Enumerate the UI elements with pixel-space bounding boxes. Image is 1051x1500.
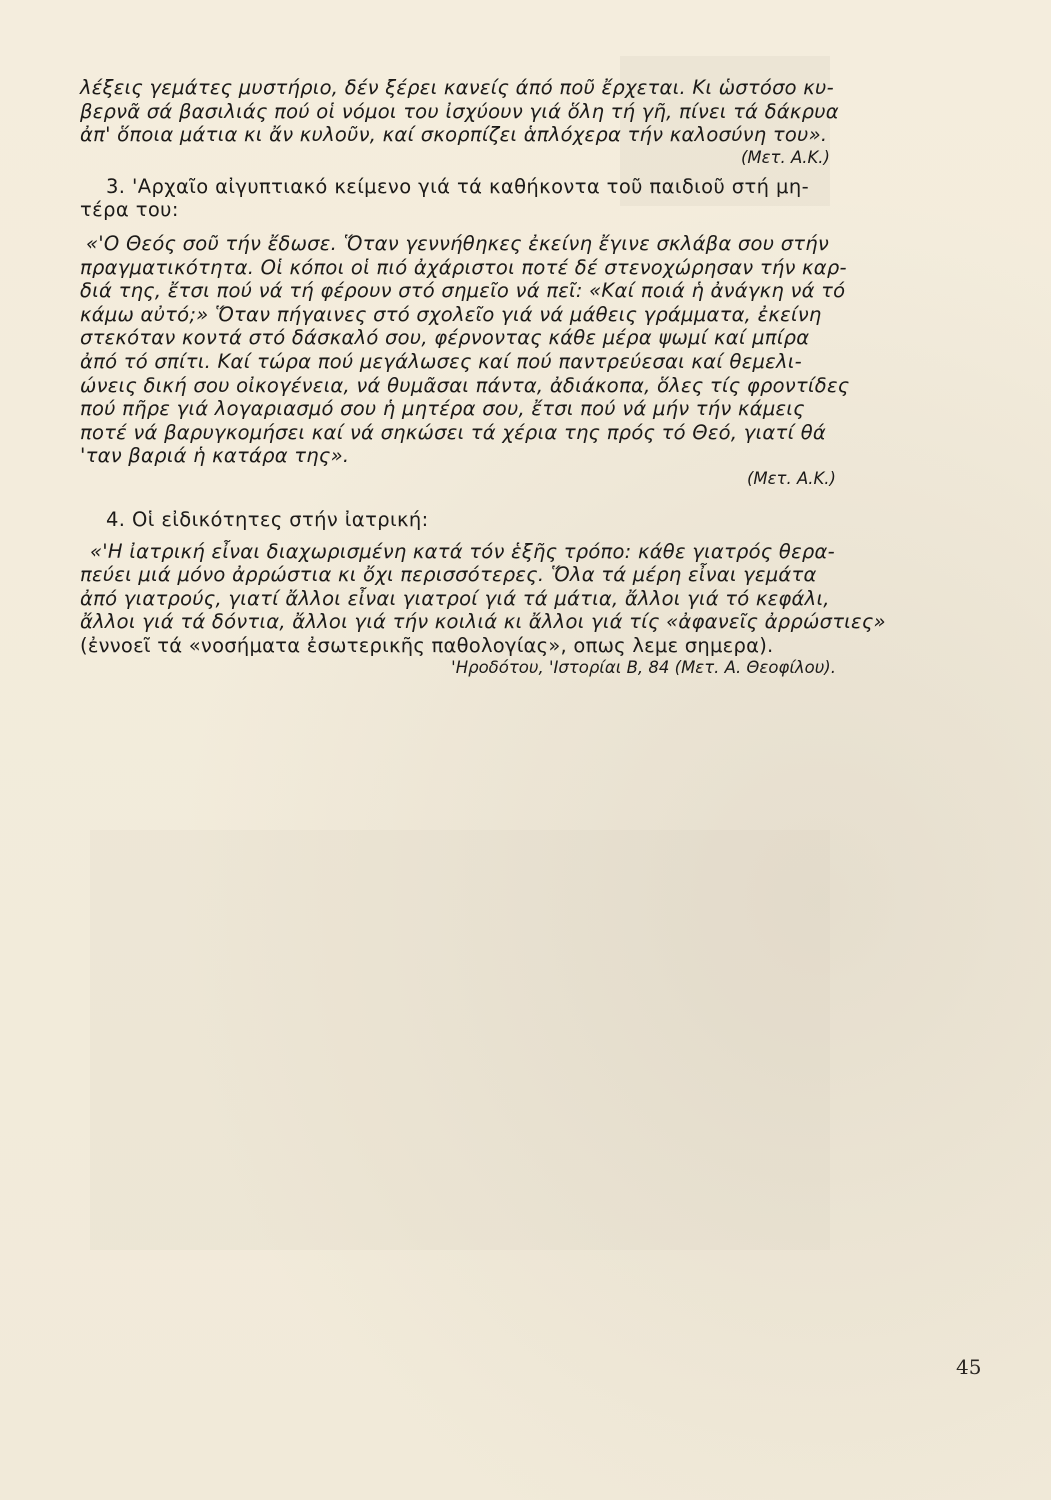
text-line: ἄλλοι γιά τά δόντια, ἄλλοι γιά τήν κοιλιά κι ἄλλοι γιά τίς «ἀφανεῖς ἀρρώστιες» <box>80 610 886 634</box>
text-line: στεκόταν κοντά στό δάσκαλό σου, φέρνοντας κάθε μέρα ψωμί καί μπίρα <box>80 326 810 350</box>
section-heading: 3. 'Αρχαῖο αἰγυπτιακό κείμενο γιά τά καθήκοντα τοῦ παιδιοῦ στή μη- <box>106 174 810 198</box>
section-4 <box>80 507 886 680</box>
show-through-shadow <box>90 830 830 1250</box>
text-line: λέξεις γεμάτες μυστήριο, δέν ξέρει κανείς άπό ποῦ ἔρχεται. Κι ὡστόσο κυ- <box>80 76 834 99</box>
text-line: πραγματικότητα. Οἱ κόποι οἱ πιό ἀχάριστοι ποτέ δέ στενοχώρησαν τήν καρ- <box>80 255 847 279</box>
intro-passage <box>80 76 840 169</box>
translator-attribution: (Μετ. Α.Κ.) <box>746 468 836 488</box>
section-heading: τέρα του: <box>80 198 179 222</box>
text-line: 'ταν βαριά ἡ κατάρα της». <box>80 444 350 468</box>
source-attribution: 'Ηροδότου, 'Ιστορίαι Β, 84 (Μετ. Α. Θεοφίλου). <box>451 658 836 678</box>
text-line: βερνᾶ σά βασιλιάς πού οἱ νόμοι του ἰσχύουν γιά ὅλη τή γῆ, πίνει τά δάκρυα <box>80 99 839 123</box>
text-line: «'Ο Θεός σοῦ τήν ἔδωσε. Ὅταν γεννήθηκες ἐκείνη ἔγινε σκλάβα σου στήν <box>86 231 830 255</box>
text-line: πεύει μιά μόνο ἀρρώστια κι ὄχι περισσότερες. Ὅλα τά μέρη εἶναι γεμάτα <box>80 563 817 587</box>
text-line: διά της, ἔτσι πού νά τή φέρουν στό σημεῖο νά πεῖ: «Καί ποιά ἡ ἀνάγκη νά τό <box>80 279 846 303</box>
text-line: ἀπ' ὅποια μάτια κι ἄν κυλοῦν, καί σκορπίζει ἁπλόχερα τήν καλοσύνη του». <box>80 123 828 147</box>
page-number: 45 <box>956 1355 982 1379</box>
text-line: ώνεις δική σου οἰκογένεια, νά θυμᾶσαι πάντα, ἀδιάκοπα, ὅλες τίς φροντίδες <box>80 373 850 397</box>
text-line: πού πῆρε γιά λογαριασμό σου ἡ μητέρα σου, ἔτσι πού νά μήν τήν κάμεις <box>80 397 805 421</box>
text-body <box>80 76 886 679</box>
translator-attribution: (Μετ. Α.Κ.) <box>740 147 830 167</box>
text-line: «'Η ἰατρική εἶναι διαχωρισμένη κατά τόν ἑξῆς τρόπο: κάθε γιατρός θερα- <box>90 539 835 563</box>
text-line: ποτέ νά βαρυγκομήσει καί νά σηκώσει τά χέρια της πρός τό Θεό, γιατί θά <box>80 420 827 444</box>
text-line: (ἐννοεῖ τά «νοσήματα ἐσωτερικῆς παθολογίας», οπως λεμε σημερα). <box>80 633 774 657</box>
section-3 <box>80 174 850 490</box>
text-line: ἀπό γιατρούς, γιατί ἄλλοι εἶναι γιατροί γιά τά μάτια, ἄλλοι γιά τό κεφάλι, <box>80 586 830 610</box>
text-line: κάμω αὐτό;» Ὅταν πήγαινες στό σχολεῖο γιά νά μάθεις γράμματα, ἐκείνη <box>80 302 822 326</box>
text-line: ἀπό τό σπίτι. Καί τώρα πού μεγάλωσες καί πού παντρεύεσαι καί θεμελι- <box>80 349 802 373</box>
section-heading: 4. Οἱ εἰδικότητες στήν ἰατρική: <box>106 507 429 531</box>
